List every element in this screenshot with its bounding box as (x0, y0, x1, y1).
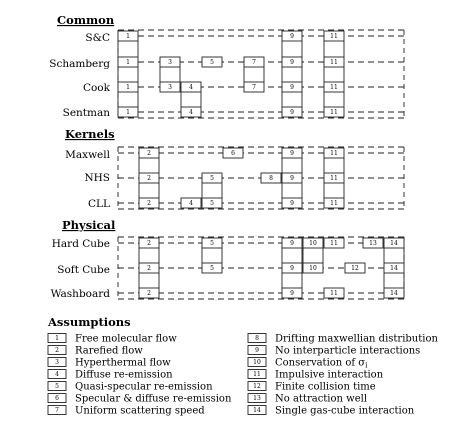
matrix-cell (181, 107, 201, 117)
cell-number: 5 (210, 240, 214, 247)
legend-item (48, 358, 171, 369)
matrix-cell (202, 263, 222, 273)
matrix-cell (244, 82, 264, 92)
cell-number: 11 (330, 175, 338, 182)
cell-number: 14 (390, 265, 398, 272)
legend-number: 3 (55, 359, 59, 366)
matrix-cell (282, 288, 302, 298)
legend-text: No attraction well (275, 393, 368, 405)
legend-item (248, 346, 420, 357)
row-label-washboard: Washboard (50, 288, 110, 300)
section-title-kernels: Kernels (65, 127, 115, 141)
row-label-nhs: NHS (84, 172, 110, 184)
legend-item (48, 334, 177, 345)
legend-number: 5 (55, 383, 59, 390)
legend-text: Finite collision time (275, 381, 376, 393)
matrix-cell (282, 148, 302, 158)
section-title-physical: Physical (62, 218, 116, 232)
cell-number: 9 (290, 59, 294, 66)
legend-text: Free molecular flow (75, 333, 177, 345)
cell-number: 9 (290, 200, 294, 207)
legend-item (48, 406, 205, 417)
matrix-cell (282, 57, 302, 67)
cell-number: 11 (330, 290, 338, 297)
assumptions-title: Assumptions (48, 315, 131, 329)
matrix-cell (303, 263, 323, 273)
row-label-soft-cube: Soft Cube (57, 264, 110, 276)
legend-text: Single gas-cube interaction (275, 405, 415, 417)
matrix-cell (244, 57, 264, 67)
matrix-cell (139, 148, 159, 158)
cell-number: 11 (330, 59, 338, 66)
matrix-cell (118, 31, 138, 41)
cell-number: 2 (147, 290, 151, 297)
cell-number: 10 (309, 240, 317, 247)
legend-item (248, 370, 384, 381)
legend-text: Uniform scattering speed (75, 405, 205, 417)
matrix-cell (261, 173, 281, 183)
matrix-cell (282, 82, 302, 92)
row-label-cook: Cook (82, 82, 110, 94)
cell-number: 14 (390, 290, 398, 297)
matrix-cell (139, 238, 159, 248)
row-label-maxwell: Maxwell (65, 149, 110, 161)
cell-number: 2 (147, 150, 151, 157)
matrix-cell (282, 198, 302, 208)
matrix-cell (202, 198, 222, 208)
cell-number: 7 (252, 59, 256, 66)
legend-text: Impulsive interaction (275, 369, 384, 381)
cell-number: 4 (189, 109, 193, 116)
cell-number: 11 (330, 84, 338, 91)
cell-number: 4 (189, 84, 193, 91)
matrix-cell (324, 198, 344, 208)
matrix-cell (202, 173, 222, 183)
matrix-cell (118, 82, 138, 92)
cell-number: 6 (231, 150, 235, 157)
cell-number: 5 (210, 200, 214, 207)
matrix-cell (181, 198, 201, 208)
legend-text: Rarefied flow (75, 345, 143, 357)
matrix-cell (282, 238, 302, 248)
legend-item (48, 346, 143, 357)
legend-text: Hyperthermal flow (75, 357, 171, 369)
cell-number: 7 (252, 84, 256, 91)
legend-text: Specular & diffuse re-emission (75, 393, 232, 405)
matrix-cell (324, 148, 344, 158)
legend-text: Quasi-specular re-emission (75, 381, 213, 393)
cell-number: 13 (369, 240, 377, 247)
matrix-cell (160, 82, 180, 92)
legend-number: 2 (55, 347, 59, 354)
matrix-cell (384, 263, 404, 273)
cell-number: 4 (189, 200, 193, 207)
cell-number: 2 (147, 175, 151, 182)
cell-number: 11 (330, 240, 338, 247)
matrix-cell (139, 173, 159, 183)
matrix-cell (139, 198, 159, 208)
row-label-sentman: Sentman (62, 107, 110, 119)
row-label-hard-cube: Hard Cube (51, 238, 110, 250)
cell-number: 5 (210, 175, 214, 182)
cell-number: 9 (290, 290, 294, 297)
matrix-cell (181, 82, 201, 92)
matrix-cell (282, 263, 302, 273)
matrix-cell (303, 238, 323, 248)
cell-number: 10 (309, 265, 317, 272)
row-label-sc: S&C (85, 32, 110, 44)
matrix-cell (324, 57, 344, 67)
cell-number: 5 (210, 59, 214, 66)
legend-number: 4 (55, 371, 59, 378)
legend-item (248, 382, 376, 393)
matrix-cell (384, 288, 404, 298)
matrix-cell (118, 57, 138, 67)
cell-number: 8 (269, 175, 273, 182)
matrix-cell (282, 107, 302, 117)
matrix-cell (324, 288, 344, 298)
cell-number: 9 (290, 33, 294, 40)
matrix-cell (363, 238, 383, 248)
assumptions-legend (48, 334, 438, 417)
matrix-cell (139, 288, 159, 298)
legend-number: 8 (255, 335, 259, 342)
cell-number: 9 (290, 109, 294, 116)
cell-number: 5 (210, 265, 214, 272)
cell-number: 9 (290, 265, 294, 272)
legend-item (248, 406, 415, 417)
legend-text: Conservation of $\sigma_i$ (275, 357, 368, 370)
cell-number: 3 (168, 59, 172, 66)
matrix-guides (118, 30, 404, 118)
matrix-cell (282, 173, 302, 183)
row-label-cll: CLL (88, 198, 110, 210)
matrix-cell (202, 57, 222, 67)
cell-number: 2 (147, 200, 151, 207)
cell-number: 11 (330, 150, 338, 157)
matrix-cell (324, 107, 344, 117)
cell-number: 12 (351, 265, 359, 272)
cell-number: 1 (126, 33, 130, 40)
cell-number: 11 (330, 109, 338, 116)
matrix-cell (282, 31, 302, 41)
cell-number: 1 (126, 59, 130, 66)
matrix-cell (324, 82, 344, 92)
cell-number: 2 (147, 265, 151, 272)
legend-number: 6 (55, 395, 59, 402)
cell-number: 9 (290, 240, 294, 247)
matrix-cell (139, 263, 159, 273)
legend-item (248, 358, 368, 370)
cell-number: 9 (290, 175, 294, 182)
matrix-cell (223, 148, 243, 158)
legend-item (248, 334, 438, 345)
legend-number: 14 (253, 407, 261, 414)
legend-item (48, 370, 173, 381)
cell-number: 2 (147, 240, 151, 247)
legend-item (48, 394, 232, 405)
matrix-cell (324, 238, 344, 248)
cell-number: 1 (126, 84, 130, 91)
legend-number: 13 (253, 395, 261, 402)
matrix-grid (118, 30, 404, 299)
section-title-common: Common (57, 13, 115, 27)
matrix-cell (324, 31, 344, 41)
matrix-cell (345, 263, 365, 273)
matrix-cell (118, 107, 138, 117)
cell-number: 14 (390, 240, 398, 247)
cell-number: 3 (168, 84, 172, 91)
legend-item (248, 394, 367, 405)
legend-number: 12 (253, 383, 261, 390)
row-label-schamberg: Schamberg (49, 58, 110, 70)
cell-number: 1 (126, 109, 130, 116)
legend-number: 10 (253, 359, 261, 366)
cell-number: 9 (290, 150, 294, 157)
legend-text: Diffuse re-emission (75, 369, 173, 381)
cell-number: 11 (330, 33, 338, 40)
legend-number: 9 (255, 347, 259, 354)
legend-text: Drifting maxwellian distribution (275, 333, 438, 345)
matrix-cell (384, 238, 404, 248)
legend-item (48, 382, 213, 393)
cell-number: 11 (330, 200, 338, 207)
matrix-cell (160, 57, 180, 67)
legend-number: 11 (253, 371, 261, 378)
legend-text: No interparticle interactions (275, 345, 421, 357)
matrix-cell (202, 238, 222, 248)
legend-number: 1 (55, 335, 59, 342)
cell-number: 9 (290, 84, 294, 91)
matrix-cell (324, 173, 344, 183)
legend-number: 7 (55, 407, 59, 414)
